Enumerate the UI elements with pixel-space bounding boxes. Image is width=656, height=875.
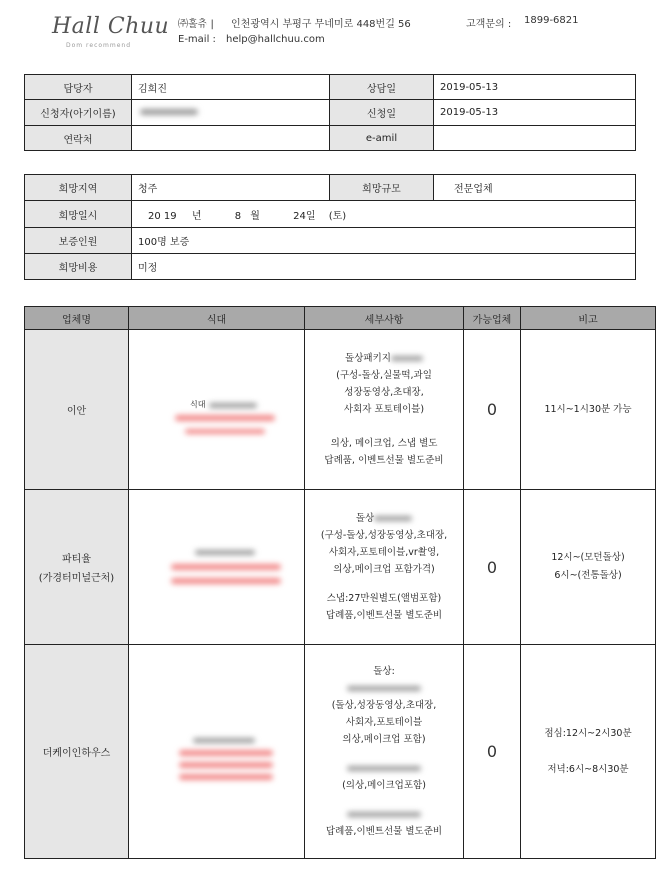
redacted-text — [374, 516, 412, 521]
note-line: 저녁:6시~8시30분 — [547, 763, 629, 775]
apply-date-label: 신청일 — [330, 100, 434, 126]
table-row — [25, 490, 656, 645]
meal-label: 식대 — [190, 399, 206, 409]
redacted-text — [179, 774, 273, 780]
redacted-text — [347, 686, 421, 691]
redacted-text — [175, 415, 275, 421]
detail-line: 사회자,포토테이블 — [345, 717, 423, 728]
notes-cell — [521, 330, 656, 490]
meal-redacted — [135, 492, 298, 642]
region-label: 희망지역 — [25, 175, 132, 201]
email-field-label: e-amil — [330, 126, 434, 151]
available-value: 0 — [464, 645, 521, 859]
detail-line: 사회자 포토테이블) — [343, 404, 425, 415]
note-line: 점심:12시~2시30분 — [544, 727, 632, 739]
vendor-name: 이안 — [25, 330, 129, 490]
detail-line: 성장동영상,초대장, — [344, 387, 424, 398]
detail-line — [309, 806, 459, 823]
contact-label: 고객문의 : — [466, 19, 512, 30]
vendor-name: 더케이인하우스 — [25, 645, 129, 859]
note-line: 12시~(모던돌상) — [551, 552, 625, 563]
detail-line: (구성-돌상,성장동영상,초대장, — [320, 530, 448, 541]
table-row — [25, 330, 656, 490]
details-cell — [305, 645, 464, 859]
redacted-text — [195, 550, 255, 555]
meal-cell — [129, 490, 305, 645]
detail-line: (구성-돌상,실물떡,과일 — [336, 370, 432, 381]
detail-line: 답례품,이벤트선물 별도준비 — [325, 610, 443, 621]
applicant-value — [132, 100, 330, 126]
detail-line: 돌상 — [309, 510, 459, 527]
detail-spacer — [309, 794, 459, 806]
details-cell — [305, 330, 464, 490]
datetime-value — [132, 201, 636, 228]
region-value: 청주 — [132, 175, 330, 201]
contact-value — [132, 126, 330, 151]
redacted-text — [171, 578, 281, 584]
detail-line: (의상,메이크업포함) — [342, 780, 426, 791]
redacted-text — [391, 356, 423, 361]
detail-line: 의상,메이크업 포함가격) — [333, 564, 435, 575]
scale-label: 희망규모 — [330, 175, 434, 201]
consult-date-value: 2019-05-13 — [434, 75, 636, 100]
applicant-label: 신청자(아기이름) — [25, 100, 132, 126]
header-available: 가능업체 — [464, 307, 521, 330]
budget-label: 희망비용 — [25, 254, 132, 280]
company-name: ㈜홀츄 | — [178, 19, 214, 30]
request-table — [24, 174, 636, 280]
details-cell — [305, 490, 464, 645]
logo: Hall Chuu — [52, 14, 170, 39]
manager-label: 담당자 — [25, 75, 132, 100]
meal-cell — [129, 330, 305, 490]
redacted-text — [179, 762, 273, 768]
header-notes: 비고 — [521, 307, 656, 330]
month-value: 8 — [234, 210, 242, 222]
detail-spacer — [309, 418, 459, 435]
table-row — [25, 645, 656, 859]
scale-value: 전문업체 — [434, 175, 636, 201]
datetime-label: 희망일시 — [25, 201, 132, 228]
guests-label: 보증인원 — [25, 228, 132, 254]
vendor-table — [24, 306, 656, 859]
year-value: 20 19 — [148, 210, 177, 222]
detail-line: 의상,메이크업 포함) — [342, 734, 426, 745]
detail-line: (돌상,성장동영상,초대장, — [331, 700, 437, 711]
detail-line: 사회자,포토테이블,vr촬영, — [328, 547, 440, 558]
consult-date-label: 상담일 — [330, 75, 434, 100]
redacted-text — [347, 812, 421, 817]
detail-line: 스냅:27만원별도(앨범포함) — [326, 593, 442, 604]
redacted-name — [140, 109, 198, 115]
detail-line — [309, 680, 459, 697]
email-field-value — [434, 126, 636, 151]
budget-value: 미정 — [132, 254, 636, 280]
detail-spacer — [309, 578, 459, 590]
email-address[interactable]: help@hallchuu.com — [226, 34, 325, 45]
applicant-info-table — [24, 74, 636, 151]
available-value: 0 — [464, 490, 521, 645]
day-value: 24일 — [293, 210, 316, 222]
vendor-location: (가경터미널근처) — [38, 573, 115, 584]
guests-value: 100명 보증 — [132, 228, 636, 254]
contact-phone: 1899-6821 — [524, 15, 579, 26]
redacted-text — [179, 750, 273, 756]
detail-line: 돌상패키지 — [309, 350, 459, 367]
weekday-value: (토) — [328, 210, 347, 222]
detail-line: 답례품, 이벤트선물 별도준비 — [324, 455, 444, 466]
year-unit: 년 — [191, 210, 202, 222]
vendor-name-line: 파티율 — [62, 554, 91, 565]
company-address: 인천광역시 부평구 무네미로 448번길 56 — [231, 19, 411, 30]
email-label: E-mail : — [178, 34, 216, 45]
note-spacer — [527, 743, 649, 761]
detail-line: 의상, 메이크업, 스냅 별도 — [330, 438, 438, 449]
detail-line — [309, 760, 459, 777]
notes-cell — [521, 490, 656, 645]
header-meal: 식대 — [129, 307, 305, 330]
apply-date-value: 2019-05-13 — [434, 100, 636, 126]
notes-cell — [521, 645, 656, 859]
redacted-text — [185, 429, 265, 434]
month-unit: 월 — [250, 210, 260, 222]
meal-cell — [129, 645, 305, 859]
detail-spacer — [309, 748, 459, 760]
redacted-text — [171, 564, 281, 570]
meal-redacted — [135, 652, 298, 852]
header-details: 세부사항 — [305, 307, 464, 330]
logo-subtitle: Dom recommend — [66, 42, 132, 49]
note-line: 11시~1시30분 가능 — [544, 403, 632, 415]
note-line: 6시~(전통돌상) — [554, 570, 622, 581]
manager-value: 김희진 — [132, 75, 330, 100]
meal-redacted — [135, 335, 298, 485]
detail-line: 돌상: — [373, 666, 395, 677]
redacted-text — [209, 403, 257, 408]
redacted-text — [193, 738, 255, 743]
vendor-name — [25, 490, 129, 645]
available-value: 0 — [464, 330, 521, 490]
redacted-text — [347, 766, 421, 771]
contact-label: 연락처 — [25, 126, 132, 151]
detail-line: 답례품,이벤트선물 별도준비 — [325, 826, 443, 837]
header-vendor: 업체명 — [25, 307, 129, 330]
